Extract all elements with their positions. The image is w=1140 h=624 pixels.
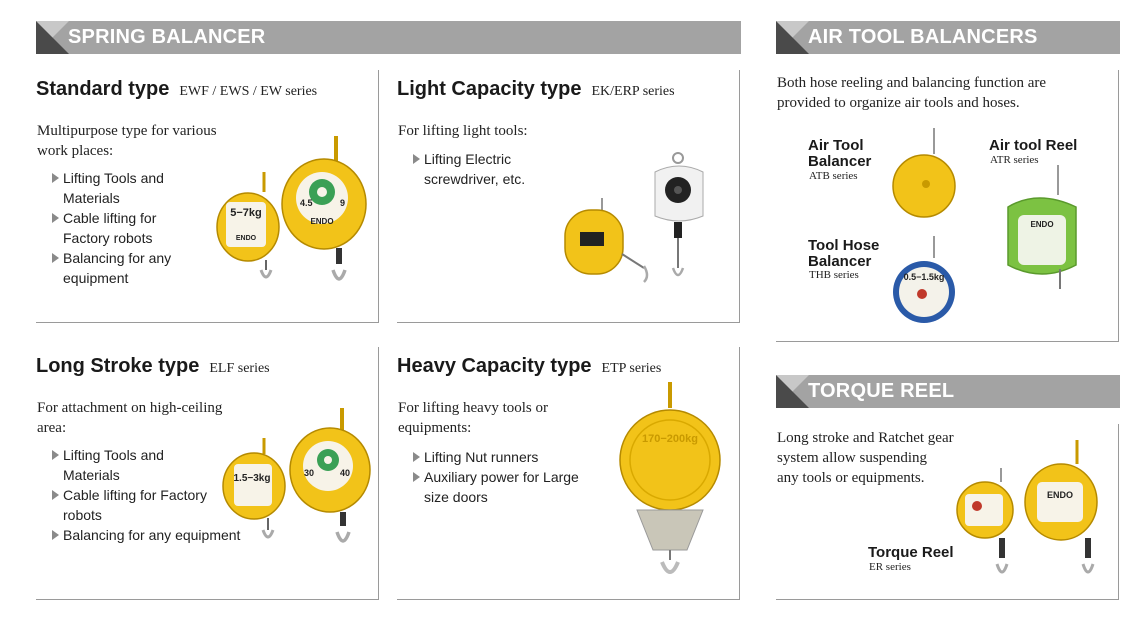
atb-image (890, 128, 960, 220)
spring-balancer-banner (36, 21, 741, 54)
bullet-item: Lifting Nut runners (412, 447, 579, 467)
atr-image (1000, 165, 1082, 295)
bullet-item: Cable lifting for Factory robots (51, 208, 171, 248)
type-name: Light Capacity type (397, 78, 582, 100)
heavy-bullets (412, 447, 579, 507)
desc-line: For lifting heavy tools or (398, 400, 548, 416)
thb-series: THB series (809, 269, 859, 281)
light-balancer-images (560, 150, 720, 298)
series-name: EK/ERP series (591, 84, 675, 99)
banner-title: AIR TOOL BALANCERS (808, 26, 1038, 48)
dial-min-label: 4.5 (300, 198, 313, 208)
long-bullets (51, 445, 240, 545)
small-torque-reel-image (957, 468, 1013, 572)
atr-name (989, 138, 1077, 154)
desc-line: area: (37, 420, 67, 436)
air-tool-description (777, 73, 1046, 113)
product-name-line: Balancer (808, 153, 872, 170)
desc-line: Long stroke and Ratchet gear (777, 430, 954, 446)
light-title (397, 78, 675, 101)
bullet-item: Balancing for any equipment (51, 248, 171, 288)
banner-title: SPRING BALANCER (68, 26, 266, 48)
banner-corner-shadow (776, 21, 809, 54)
small-balancer-image (217, 172, 279, 277)
capacity-label: 5−7kg (230, 207, 262, 219)
desc-line: equipments: (398, 420, 472, 436)
series-name: ETP series (601, 361, 662, 376)
capacity-label: 170−200kg (642, 433, 698, 445)
product-name-line: Air Tool (808, 137, 864, 154)
large-balancer-image (282, 136, 366, 279)
standard-balancer-images (214, 132, 374, 292)
desc-line: Multipurpose type for various (37, 123, 217, 139)
capacity-label: 0.5−1.5kg (903, 272, 945, 282)
long-description (37, 398, 222, 438)
banner-corner-shadow (36, 21, 69, 54)
thb-name (808, 238, 879, 270)
desc-line: provided to organize air tools and hoses. (777, 95, 1020, 111)
heavy-balancer-image (615, 382, 725, 588)
bullet-item: Auxiliary power for Large size doors (412, 467, 579, 507)
heavy-description (398, 398, 548, 438)
bullet-item: Balancing for any equipment (51, 525, 240, 545)
type-name: Standard type (36, 78, 170, 100)
bullet-item: Lifting Tools and Materials (51, 445, 240, 485)
dial-max-label: 40 (340, 468, 351, 478)
long-title (36, 355, 270, 378)
large-torque-reel-image (1025, 440, 1097, 572)
dial-min-label: 30 (304, 468, 315, 478)
yellow-light-balancer-image (565, 198, 647, 282)
light-bullets (412, 149, 525, 189)
series-name: EWF / EWS / EW series (179, 84, 318, 99)
atb-name (808, 138, 871, 170)
dial-max-label: 9 (340, 198, 346, 208)
air-tool-banner (776, 21, 1120, 54)
large-long-balancer-image (290, 408, 370, 541)
bullet-item: Lifting Tools and Materials (51, 168, 171, 208)
brand-label: ENDO (310, 217, 334, 226)
desc-line: For attachment on high-ceiling (37, 400, 223, 416)
desc-line: any tools or equipments. (777, 470, 925, 486)
small-long-balancer-image (223, 438, 285, 537)
banner-title: TORQUE REEL (808, 380, 955, 402)
type-name: Heavy Capacity type (397, 355, 592, 377)
atr-series: ATR series (990, 154, 1039, 166)
type-name: Long Stroke type (36, 355, 200, 377)
series-name: ELF series (209, 361, 270, 376)
product-name-line: Tool Hose (808, 237, 880, 254)
banner-corner-shadow (776, 375, 809, 408)
product-name-line: Balancer (808, 253, 872, 270)
desc-line: For lifting light tools: (398, 123, 528, 139)
desc-line: Both hose reeling and balancing function are (777, 75, 1047, 91)
brand-label: ENDO (235, 235, 257, 242)
torque-reel-banner (776, 375, 1120, 408)
desc-line: system allow suspending (777, 450, 927, 466)
torque-reel-images (953, 440, 1101, 588)
heavy-title (397, 355, 661, 378)
desc-line: work places: (37, 143, 114, 159)
brand-label: ENDO (1030, 220, 1054, 229)
thb-image (890, 236, 962, 326)
standard-bullets (51, 168, 171, 288)
white-light-balancer-image (655, 153, 703, 275)
long-balancer-images (218, 408, 378, 560)
torque-reel-name: Torque Reel (868, 544, 954, 561)
torque-description (777, 428, 954, 488)
product-name-line: Air tool Reel (989, 137, 1078, 154)
capacity-label: 1.5−3kg (233, 473, 271, 484)
bullet-item: Cable lifting for Factory robots (51, 485, 240, 525)
standard-title (36, 78, 317, 101)
atb-series: ATB series (809, 170, 858, 182)
bullet-item: Lifting Electric screwdriver, etc. (412, 149, 525, 189)
standard-description (37, 121, 217, 161)
brand-label: ENDO (1046, 490, 1074, 500)
light-description (398, 121, 528, 141)
torque-reel-series: ER series (869, 561, 911, 573)
